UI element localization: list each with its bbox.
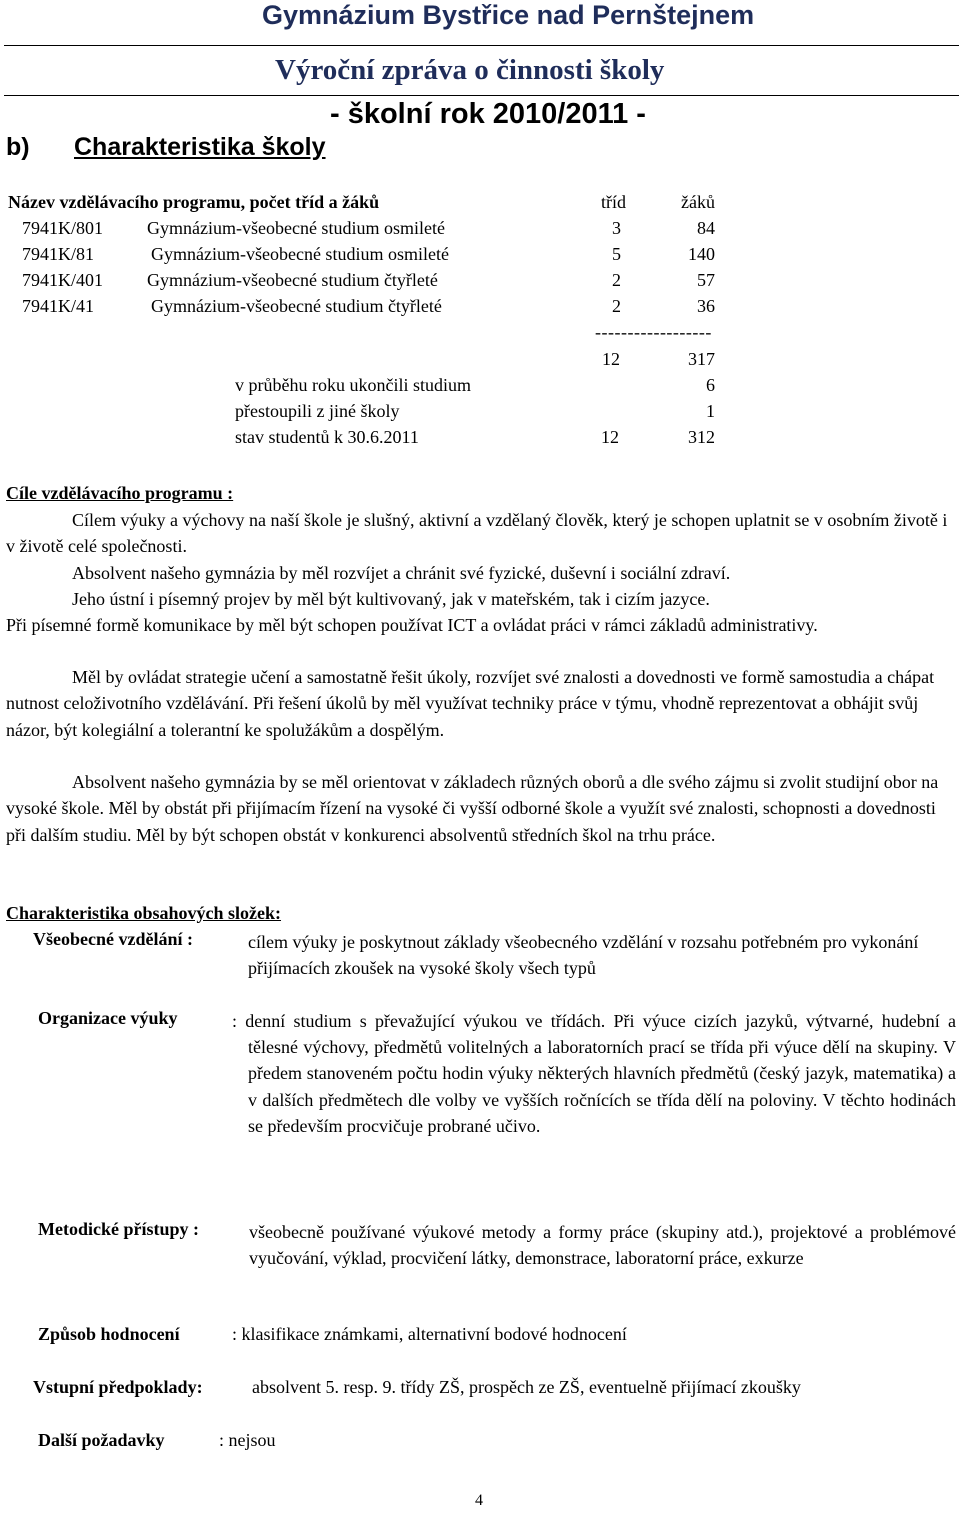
program-code: 7941K/401 bbox=[22, 270, 103, 290]
program-students: 140 bbox=[688, 244, 715, 264]
goals-paragraph: Jeho ústní i písemný projev by měl být kultivovaný, jak v mateřském, tak i cizím jazyce. bbox=[72, 589, 710, 609]
col-classes-header: tříd bbox=[601, 192, 626, 212]
program-name: Gymnázium-všeobecné studium osmileté bbox=[151, 244, 449, 264]
methods-label: Metodické přístupy : bbox=[38, 1219, 199, 1239]
goals-paragraph: Absolvent našeho gymnázia by se měl orientovat v základech různých oborů a dle svého zájmu si zvolit studijní obor na vysoké škole. Měl by obstát při přijímacím řízení na vysoké či vyšší odborné škole a využít své znalosti, schopnosti a dovednosti při dalším studiu. Měl by být schopen obstát v konkurenci absolventů středních škol na trhu práce. bbox=[6, 772, 939, 845]
total-students: 317 bbox=[688, 349, 715, 369]
general-text: cílem výuky je poskytnout základy všeobecného vzdělání v rozsahu potřebném pro vykonání přijímacích zkoušek na vysoké školy všech typů bbox=[248, 932, 919, 979]
goals-paragraph: Cílem výuky a výchovy na naší škole je slušný, aktivní a vzdělaný člověk, který je schopen uplatnit se v osobním životě i v životě celé společnosti. bbox=[6, 510, 948, 557]
methods-text: všeobecně používané výukové metody a formy práce (skupiny atd.), projektové a problémové vyučování, výklad, procvičení látky, demonstrace, laboratorní práce, exkurze bbox=[249, 1222, 956, 1269]
goals-paragraph: Při písemné formě komunikace by měl být schopen používat ICT a ovládat práci v rámci základů administrativy. bbox=[6, 615, 818, 635]
goals-heading: Cíle vzdělávacího programu : bbox=[6, 483, 234, 503]
evaluation-label: Způsob hodnocení bbox=[38, 1324, 180, 1344]
program-classes: 2 bbox=[612, 270, 621, 290]
program-code: 7941K/801 bbox=[22, 218, 103, 238]
table-separator: ------------------ bbox=[595, 322, 712, 342]
program-code: 7941K/81 bbox=[22, 244, 94, 264]
col-students-header: žáků bbox=[681, 192, 715, 212]
header-rule-top bbox=[4, 45, 959, 46]
ended-label: v průběhu roku ukončili studium bbox=[235, 375, 471, 395]
other-text: : nejsou bbox=[219, 1430, 276, 1450]
goals-paragraph: Měl by ovládat strategie učení a samostatně řešit úkoly, rozvíjet své znalosti a dovednosti ve formě samostudia a chápat nutnost celoživotního vzdělávání. Při řešení úkolů by měl využívat techniky práce v týmu, vhodně reprezentovat a obhájit svůj názor, být kolegiální a tolerantní ke spolužákům a dospělým. bbox=[6, 667, 935, 740]
total-classes: 12 bbox=[602, 349, 620, 369]
school-name: Gymnázium Bystřice nad Pernštejnem bbox=[262, 0, 755, 30]
transferred-value: 1 bbox=[706, 401, 715, 421]
program-students: 84 bbox=[697, 218, 715, 238]
state-students: 312 bbox=[688, 427, 715, 447]
characteristics-heading: Charakteristika obsahových složek: bbox=[6, 903, 282, 923]
program-name: Gymnázium-všeobecné studium čtyřleté bbox=[147, 270, 438, 290]
state-label: stav studentů k 30.6.2011 bbox=[235, 427, 419, 447]
page-number: 4 bbox=[475, 1492, 483, 1509]
prerequisites-label: Vstupní předpoklady: bbox=[33, 1377, 203, 1397]
organization-text: : denní studium s převažující výukou ve třídách. Při výuce cizích jazyků, výtvarné, hudební a tělesné výchovy, předmětů volitelných a laboratorních prací se třída při výuce dělí na skupiny. V předem stanoveném počtu hodin výuky některých hlavních předmětů (český jazyk, matematika) a v dalších předmětech dle volby ve vyšších ročnících se třída dělí na poloviny. V těchto hodinách se především procvičuje probrané učivo. bbox=[232, 1011, 956, 1136]
section-letter: b) bbox=[6, 133, 30, 161]
program-code: 7941K/41 bbox=[22, 296, 94, 316]
school-year: - školní rok 2010/2011 - bbox=[330, 98, 646, 130]
program-students: 36 bbox=[697, 296, 715, 316]
organization-label: Organizace výuky bbox=[38, 1008, 178, 1028]
state-classes: 12 bbox=[601, 427, 619, 447]
program-classes: 2 bbox=[612, 296, 621, 316]
general-label: Všeobecné vzdělání : bbox=[33, 929, 193, 949]
section-title: Charakteristika školy bbox=[74, 133, 326, 161]
program-classes: 5 bbox=[612, 244, 621, 264]
goals-paragraph: Absolvent našeho gymnázia by měl rozvíjet a chránit své fyzické, duševní i sociální zdraví. bbox=[72, 563, 731, 583]
prerequisites-text: absolvent 5. resp. 9. třídy ZŠ, prospěch ze ZŠ, eventuelně přijímací zkoušky bbox=[252, 1377, 801, 1397]
evaluation-text: : klasifikace známkami, alternativní bodové hodnocení bbox=[232, 1324, 627, 1344]
header-rule-bottom bbox=[4, 95, 959, 96]
program-name: Gymnázium-všeobecné studium osmileté bbox=[147, 218, 445, 238]
program-classes: 3 bbox=[612, 218, 621, 238]
programs-heading: Název vzdělávacího programu, počet tříd a žáků bbox=[8, 192, 380, 212]
program-name: Gymnázium-všeobecné studium čtyřleté bbox=[151, 296, 442, 316]
ended-value: 6 bbox=[706, 375, 715, 395]
report-title: Výroční zpráva o činnosti školy bbox=[275, 54, 665, 86]
other-label: Další požadavky bbox=[38, 1430, 165, 1450]
transferred-label: přestoupili z jiné školy bbox=[235, 401, 400, 421]
program-students: 57 bbox=[697, 270, 715, 290]
